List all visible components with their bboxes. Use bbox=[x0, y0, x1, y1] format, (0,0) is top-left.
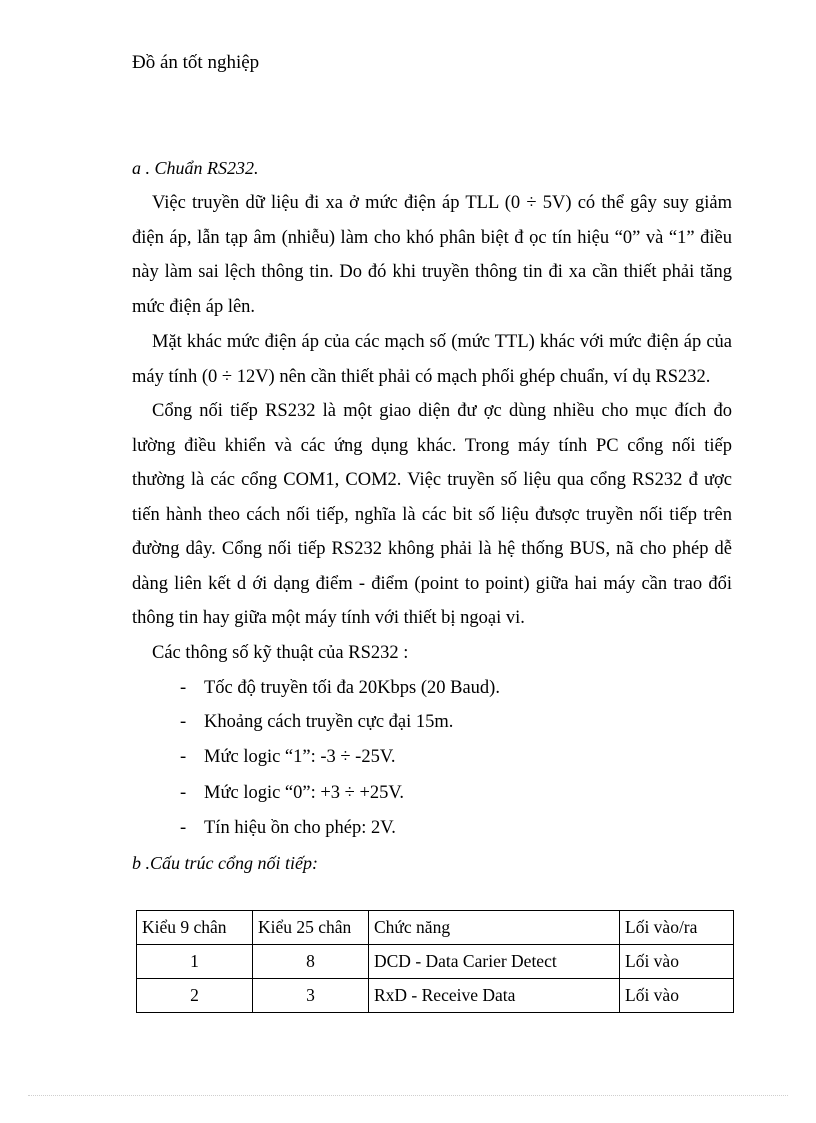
table-header-cell: Lối vào/ra bbox=[620, 911, 734, 945]
bullet-marker: - bbox=[180, 783, 187, 803]
spec-text: Tốc độ truyền tối đa 20Kbps (20 Baud). bbox=[204, 678, 500, 698]
spec-text: Tín hiệu ồn cho phép: 2V. bbox=[204, 818, 396, 838]
table-header-cell: Chức năng bbox=[369, 911, 620, 945]
table-row bbox=[137, 945, 734, 979]
table-header-row bbox=[137, 911, 734, 945]
table-header-cell: Kiểu 9 chân bbox=[137, 911, 253, 945]
paragraph-1: Việc truyền dữ liệu đi xa ở mức điện áp TLL (0 ÷ 5V) có thể gây suy giảm điện áp, lẫn tạp âm (nhiễu) làm cho khó phân biệt đ ọc tín hiệu “0” và “1” điều này làm sai lệch thông tin. Do đó khi truyền thông tin đi xa cần thiết phải tăng mức điện áp lên. bbox=[132, 193, 732, 317]
spec-list-item bbox=[180, 678, 500, 699]
spec-text: Mức logic “0”: +3 ÷ +25V. bbox=[204, 783, 404, 803]
table-cell: 8 bbox=[253, 945, 369, 979]
bullet-marker: - bbox=[180, 678, 187, 698]
bullet-marker: - bbox=[180, 712, 187, 732]
section-a-heading: a . Chuẩn RS232. bbox=[132, 158, 259, 178]
page-header: Đồ án tốt nghiệp bbox=[132, 52, 260, 73]
spec-list-item bbox=[180, 747, 395, 768]
table-cell: Lối vào bbox=[620, 979, 734, 1013]
bullet-marker: - bbox=[180, 818, 187, 838]
spec-text: Mức logic “1”: -3 ÷ -25V. bbox=[204, 747, 396, 767]
table-cell: RxD - Receive Data bbox=[369, 979, 620, 1013]
table-cell: 3 bbox=[253, 979, 369, 1013]
spec-list-item bbox=[180, 818, 396, 839]
footer-divider bbox=[28, 1095, 788, 1096]
spec-text: Khoảng cách truyền cực đại 15m. bbox=[204, 712, 454, 732]
pin-table bbox=[136, 910, 734, 1013]
paragraph-4: Các thông số kỹ thuật của RS232 : bbox=[152, 643, 409, 663]
table-cell: 1 bbox=[137, 945, 253, 979]
table-cell: DCD - Data Carier Detect bbox=[369, 945, 620, 979]
spec-list-item bbox=[180, 712, 453, 733]
table-row bbox=[137, 979, 734, 1013]
paragraph-3: Cổng nối tiếp RS232 là một giao diện đư ợc dùng nhiều cho mục đích đo lường điều khiển và các ứng dụng khác. Trong máy tính PC cổng nối tiếp thường là các cổng COM1, COM2. Việc truyền số liệu qua cổng RS232 đ ược tiến hành theo cách nối tiếp, nghĩa là các bit số liệu đưsợc truyền nối tiếp trên đường dây. Cổng nối tiếp RS232 không phải là hệ thống BUS, nã cho phép dễ dàng liên kết d ới dạng điểm - điểm (point to point) giữa hai máy cần trao đổi thông tin hay giữa một máy tính với thiết bị ngoại vi. bbox=[132, 401, 732, 628]
table-header-cell: Kiểu 25 chân bbox=[253, 911, 369, 945]
spec-list-item bbox=[180, 783, 404, 804]
table-cell: 2 bbox=[137, 979, 253, 1013]
section-b-heading: b .Cấu trúc cổng nối tiếp: bbox=[132, 853, 318, 873]
paragraph-2: Mặt khác mức điện áp của các mạch số (mức TTL) khác với mức điện áp của máy tính (0 ÷ 12V) nên cần thiết phải có mạch phối ghép chuẩn, ví dụ RS232. bbox=[132, 332, 732, 387]
table-cell: Lối vào bbox=[620, 945, 734, 979]
bullet-marker: - bbox=[180, 747, 187, 767]
